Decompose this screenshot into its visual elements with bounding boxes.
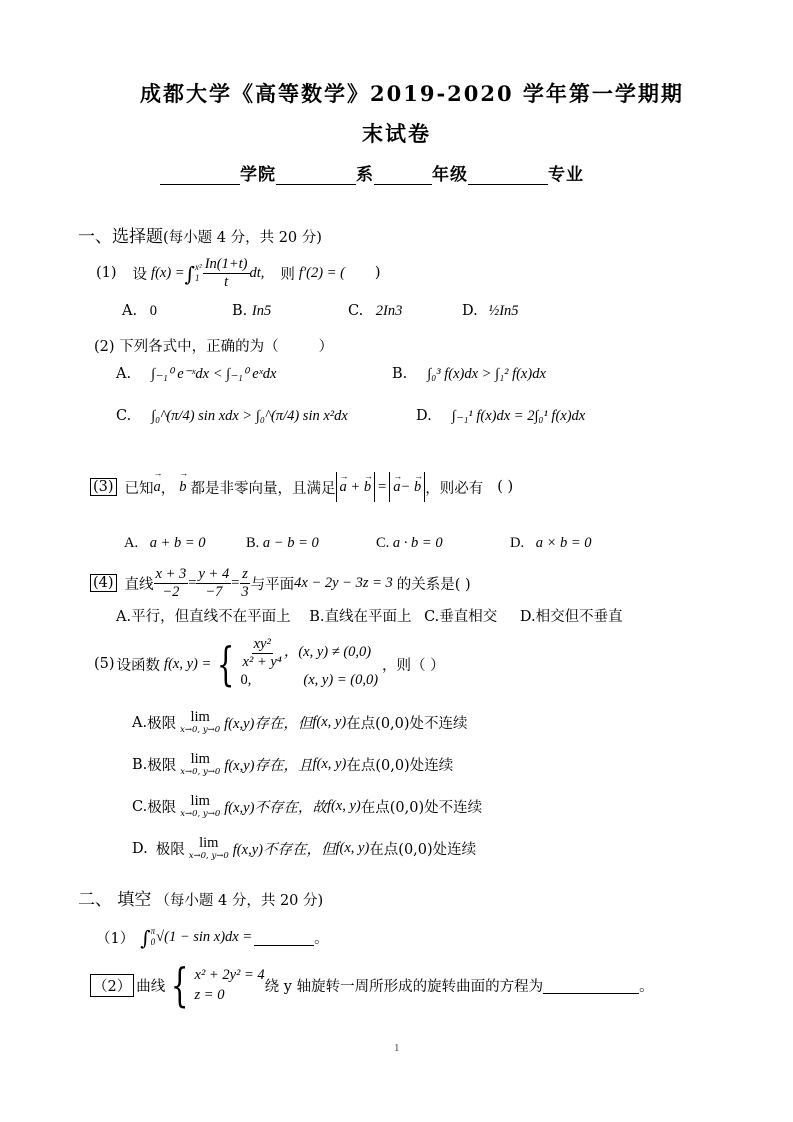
q4-options — [116, 605, 623, 626]
student-info-line — [160, 160, 584, 185]
section1-heading: 一、选择题(每小题 4 分，共 20 分) — [78, 227, 322, 247]
fraction: $\frac{In(1+t)}{t}$ — [204, 256, 248, 290]
exam-title-line2: 末试卷 — [362, 121, 431, 146]
q2-option-c[interactable]: C. ∫₀^(π/4) sin xdx > ∫₀^(π/4) sin x²dx — [116, 408, 348, 424]
fill-question-2: （2） 曲线 { x² + 2y² = 4 z = 0 绕 y 轴旋转一周所形成的旋转曲面的方程为 。 — [90, 962, 654, 1008]
grade-blank[interactable] — [374, 168, 432, 185]
q1-option-c[interactable]: C. 2In3 — [348, 303, 403, 319]
department-blank[interactable] — [276, 168, 356, 185]
q1-option-b[interactable]: B. In5 — [232, 303, 272, 319]
q3-option-d[interactable]: D. a × b = 0 — [510, 535, 592, 551]
question-1-2: (2) 下列各式中，正确的为（ ） — [94, 339, 334, 355]
q1-option-a[interactable]: A. 0 — [122, 303, 157, 319]
q3-option-a[interactable]: A. a + b = 0 — [124, 535, 206, 551]
abs-a-plus-b: → a + → b — [336, 472, 376, 502]
q2-option-b[interactable]: B. ∫₀³ f(x)dx > ∫₁² f(x)dx — [392, 366, 546, 382]
answer-blank-2[interactable] — [543, 977, 639, 994]
q1-option-d[interactable]: D. ½In5 — [462, 303, 519, 319]
major-label: 专业 — [548, 165, 584, 185]
question-number-box: (3) — [90, 478, 117, 496]
integral-sign: ∫ — [184, 262, 195, 287]
q3-option-c[interactable]: C. a · b = 0 — [376, 535, 443, 551]
q3-option-b[interactable]: B. a − b = 0 — [246, 535, 319, 551]
question-number-box: （2） — [90, 974, 134, 997]
piecewise-cases: $\frac{\text{xy²}}{\text{x² + y⁴}}$ ，(x, y) ≠ (0,0) 0, (x, y) = (0,0) — [240, 636, 379, 689]
answer-blank-1[interactable] — [254, 929, 314, 946]
exam-title-line1: 成都大学《高等数学》2019-2020 学年第一学期期 — [140, 81, 684, 106]
q5-option-a[interactable]: A. 极限 lim x→0, y→0 f(x,y)存在，但 f(x, y) 在点(0,0)处不连续 — [132, 709, 468, 735]
question-1-1: (1) 设 f(x) = ∫ x² 1 $\frac{In(1+t)}{t}$ dt, 则 f′(2) = ( ) — [96, 256, 381, 290]
college-blank[interactable] — [160, 168, 240, 185]
q5-option-b[interactable]: B. 极限 lim x→0, y→0 f(x,y)存在，且 f(x, y) 在点(0,0)处连续 — [132, 751, 454, 777]
q4-option-c[interactable]: C.垂直相交 — [424, 609, 498, 625]
q4-option-a[interactable]: A.平行，但直线不在平面上 — [116, 609, 291, 625]
left-brace: { — [217, 637, 235, 692]
abs-a-minus-b: → a− → b — [389, 472, 425, 502]
section2-heading: 二、 填空 （每小题 4 分，共 20 分) — [78, 890, 324, 910]
q2-option-a[interactable]: A. ∫₋₁⁰ e⁻ˣdx < ∫₋₁⁰ eˣdx — [116, 366, 277, 382]
q4-option-b[interactable]: B.直线在平面上 — [309, 609, 412, 625]
page-number: 1 — [394, 1042, 400, 1054]
q5-option-c[interactable]: C. 极限 lim x→0, y→0 f(x,y)不存在，故 f(x, y) 在点(0,0)处不连续 — [132, 793, 483, 819]
question-1-5: (5) 设函数 f(x, y) = { $\frac{\text{xy²}}{\text{x² + y⁴}}$ ，(x, y) ≠ (0,0) 0, (x, y) = (0,0) ，则（ ） — [94, 636, 445, 692]
q2-option-d[interactable]: D. ∫₋₁¹ f(x)dx = 2∫₀¹ f(x)dx — [416, 408, 586, 424]
left-brace: { — [171, 958, 189, 1012]
fill-question-1: （1） ∫ π 0 √(1 − sin x)dx = 。 — [96, 926, 329, 950]
q4-option-d[interactable]: D.相交但不垂直 — [519, 609, 623, 625]
question-number-box: (4) — [90, 574, 117, 592]
grade-label: 年级 — [432, 165, 468, 185]
department-label: 系 — [356, 165, 374, 185]
question-1-4: (4) 直线 $\frac{x + 3}{-2}$ = $\frac{y + 4}{-7}$ = $\frac{z}{3}$ 与平面 4x − 2y − 3z = 3 的关系是( ) — [90, 566, 471, 600]
college-label: 学院 — [240, 165, 276, 185]
q5-option-d[interactable]: D. 极限 lim x→0, y→0 f(x,y)不存在，但 f(x, y) 在点(0,0)处连续 — [132, 835, 477, 861]
question-1-3: (3) 已知 → a ， → b 都是非零向量，且满足 → a + → b = → a− → b ，则必有 ( ) — [90, 472, 513, 502]
major-blank[interactable] — [468, 168, 548, 185]
